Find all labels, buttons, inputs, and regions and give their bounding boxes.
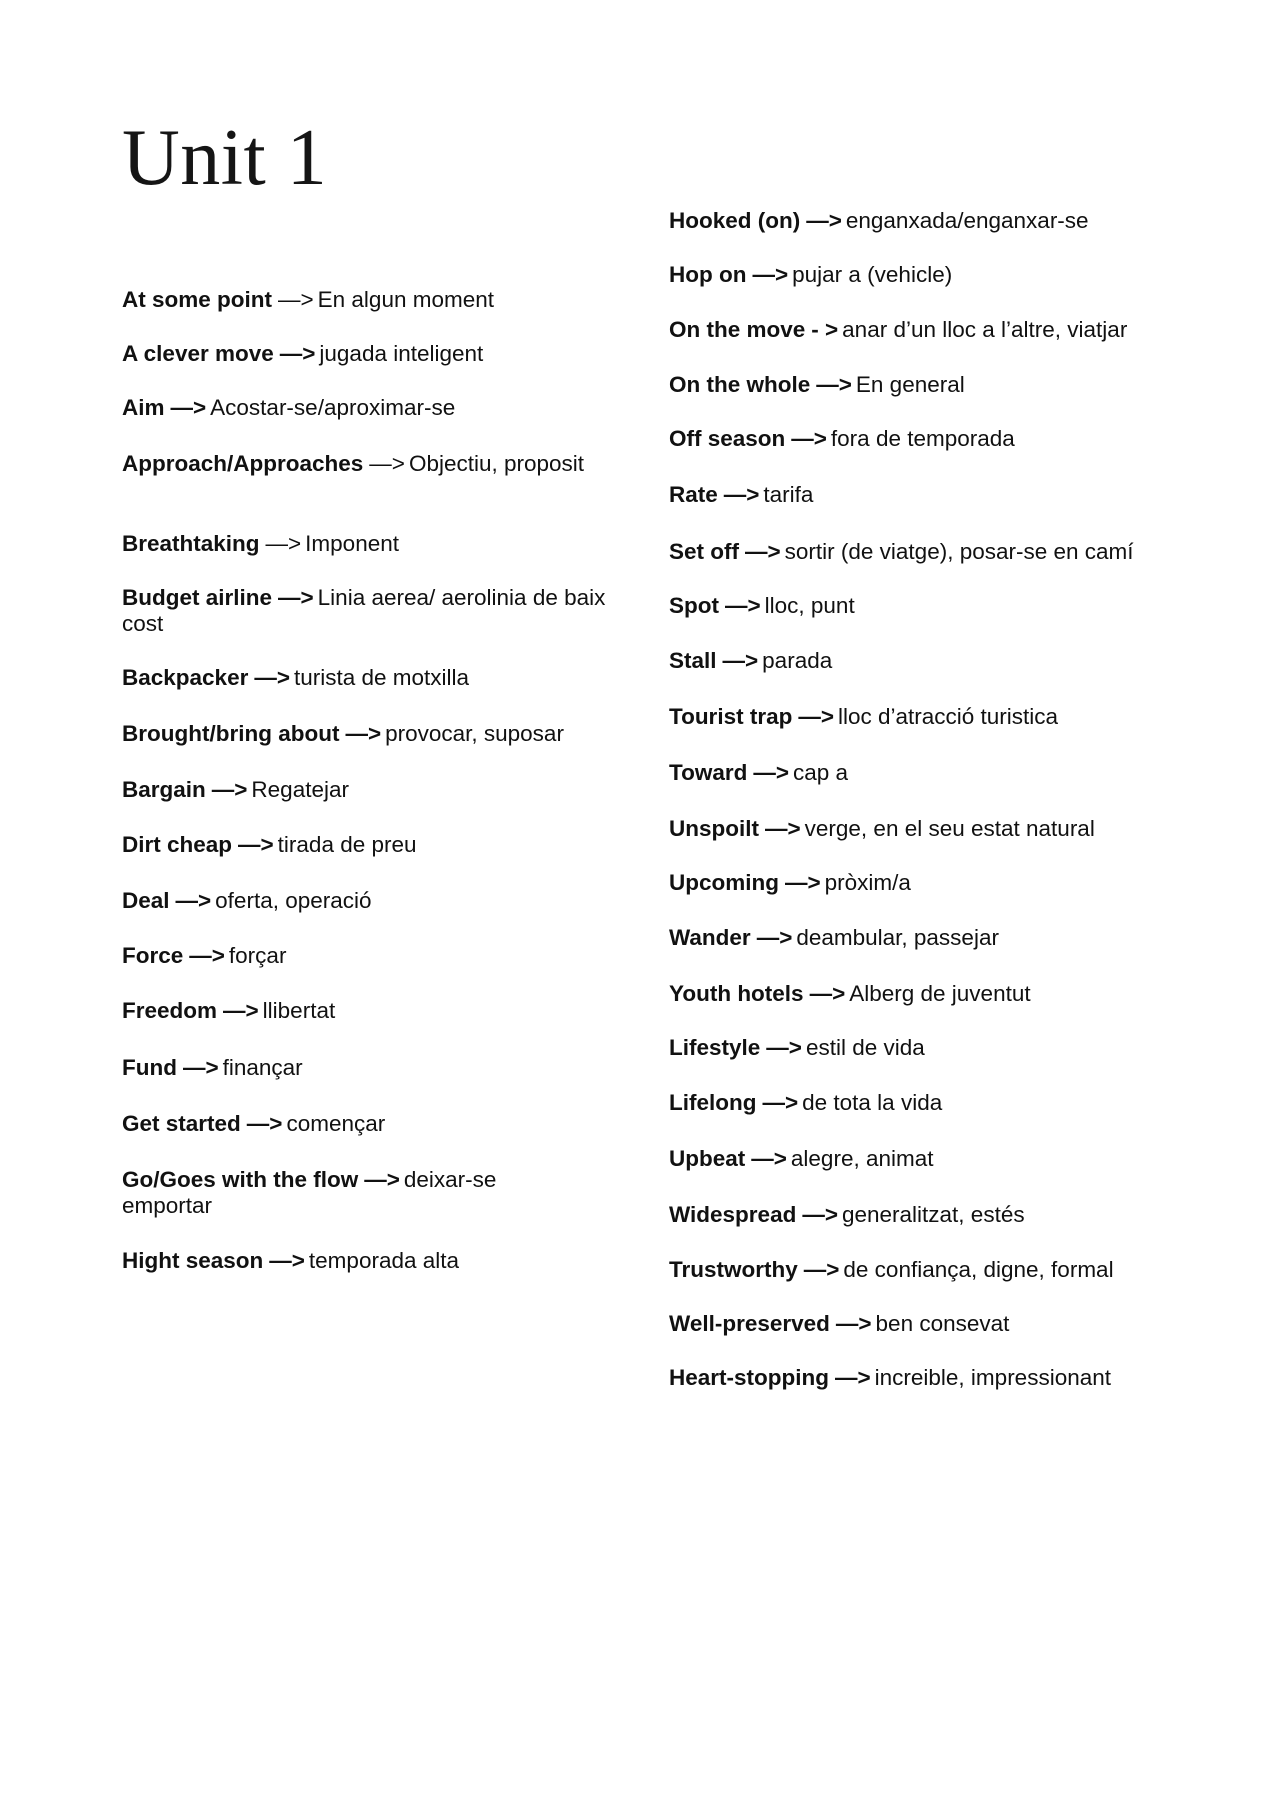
vocab-meaning: Acostar-se/aproximar-se (210, 395, 456, 420)
vocab-term: Brought/bring about (122, 721, 340, 746)
vocab-entry (122, 888, 610, 914)
vocab-arrow: —> (278, 585, 314, 610)
vocab-entry (669, 1257, 1189, 1283)
vocab-term: Hop on (669, 262, 747, 287)
vocab-arrow: —> (785, 870, 821, 895)
vocab-arrow: —> (254, 665, 290, 690)
vocab-entry (122, 777, 610, 803)
vocab-arrow: —> (278, 287, 314, 312)
vocab-arrow: —> (170, 395, 207, 420)
vocab-entry (669, 704, 1189, 730)
vocab-term: Breathtaking (122, 531, 260, 556)
vocab-meaning: lloc, punt (764, 593, 855, 618)
vocab-meaning: forçar (228, 943, 287, 968)
vocab-arrow: —> (238, 832, 274, 857)
vocab-entry (669, 870, 1189, 896)
vocab-term: Tourist trap (669, 704, 793, 729)
vocab-meaning: deambular, passejar (796, 925, 999, 950)
vocab-term: Lifestyle (669, 1035, 761, 1060)
vocab-term: At some point (122, 287, 272, 312)
vocab-term: Widespread (669, 1202, 797, 1227)
vocab-entry (669, 1035, 1189, 1061)
vocab-arrow: —> (279, 341, 316, 366)
vocab-term: Stall (669, 648, 717, 673)
vocab-meaning: Alberg de juventut (849, 981, 1031, 1006)
vocab-arrow: —> (246, 1111, 283, 1136)
vocab-term: Dirt cheap (122, 832, 233, 857)
vocab-meaning: ben consevat (875, 1311, 1010, 1336)
vocab-arrow: —> (369, 451, 405, 476)
vocab-arrow: —> (269, 1248, 305, 1273)
vocab-entry (669, 1146, 1189, 1172)
vocab-entry (669, 317, 1189, 343)
vocab-term: Unspoilt (669, 816, 759, 841)
vocab-meaning: de tota la vida (802, 1090, 943, 1115)
vocab-arrow: —> (751, 1146, 787, 1171)
vocab-arrow: —> (182, 1055, 219, 1080)
vocab-arrow: —> (345, 721, 382, 746)
vocab-meaning: Imponent (305, 531, 399, 556)
vocab-meaning: deixar-se emportar (122, 1167, 497, 1218)
vocab-term: Force (122, 943, 184, 968)
vocab-term: Get started (122, 1111, 241, 1136)
vocab-arrow: —> (189, 943, 225, 968)
vocab-meaning: fora de temporada (830, 426, 1015, 451)
vocab-meaning: sortir (de viatge), posar-se en camí (784, 539, 1134, 564)
vocab-arrow: —> (806, 208, 842, 233)
vocab-entry (122, 665, 610, 691)
vocab-meaning: En general (855, 372, 965, 397)
vocab-entry (122, 531, 610, 557)
vocab-entry (122, 451, 610, 477)
vocab-meaning: En algun moment (317, 287, 494, 312)
vocab-entry (669, 482, 1189, 508)
vocab-term: Lifelong (669, 1090, 757, 1115)
vocab-term: Hooked (on) (669, 208, 801, 233)
vocab-term: Toward (669, 760, 748, 785)
vocab-entry (669, 648, 1189, 674)
vocab-entry (122, 287, 610, 313)
vocab-arrow: —> (802, 1202, 838, 1227)
vocab-term: Youth hotels (669, 981, 804, 1006)
vocab-arrow: —> (798, 704, 834, 729)
vocab-entry (122, 832, 610, 858)
vocab-term: Trustworthy (669, 1257, 798, 1282)
vocab-entry (669, 1202, 1189, 1228)
vocab-meaning: provocar, suposar (385, 721, 564, 746)
vocab-meaning: anar d’un lloc a l’altre, viatjar (842, 317, 1128, 342)
vocab-term: Budget airline (122, 585, 273, 610)
vocab-term: Set off (669, 539, 739, 564)
vocab-term: Aim (122, 395, 165, 420)
vocab-meaning: finançar (222, 1055, 303, 1080)
vocab-arrow: —> (364, 1167, 400, 1192)
vocab-term: Upbeat (669, 1146, 746, 1171)
vocab-arrow: —> (745, 539, 781, 564)
vocab-entry (122, 1248, 610, 1274)
vocab-meaning: Objectiu, proposit (408, 451, 585, 476)
vocab-meaning: alegre, animat (790, 1146, 934, 1171)
vocab-term: Deal (122, 888, 170, 913)
vocab-meaning: enganxada/enganxar-se (845, 208, 1089, 233)
vocab-meaning: cap a (792, 760, 849, 785)
vocab-meaning: començar (286, 1111, 386, 1136)
vocab-arrow: —> (756, 925, 793, 950)
vocab-entry (669, 372, 1189, 398)
vocab-entry (669, 816, 1189, 842)
vocab-term: Go/Goes with the flow (122, 1167, 359, 1192)
vocab-term: Rate (669, 482, 718, 507)
vocab-arrow: - > (811, 317, 839, 342)
vocab-meaning: Linia aerea/ aerolinia de baix cost (122, 585, 606, 636)
vocab-meaning: estil de vida (805, 1035, 925, 1060)
vocab-meaning: pujar a (vehicle) (792, 262, 953, 287)
vocab-meaning: jugada inteligent (319, 341, 484, 366)
vocab-arrow: —> (835, 1311, 872, 1336)
vocab-entry (669, 426, 1189, 452)
vocab-term: Backpacker (122, 665, 249, 690)
vocab-arrow: —> (766, 1035, 802, 1060)
vocab-term: Upcoming (669, 870, 779, 895)
vocab-meaning: increible, impressionant (874, 1365, 1112, 1390)
vocab-entry (122, 943, 610, 969)
vocab-term: Approach/Approaches (122, 451, 364, 476)
vocab-term: Fund (122, 1055, 177, 1080)
vocab-term: On the move (669, 317, 806, 342)
vocab-term: Heart-stopping (669, 1365, 829, 1390)
vocab-arrow: —> (835, 1365, 871, 1390)
vocab-entry (122, 1167, 562, 1219)
vocab-entry (669, 593, 1189, 619)
vocab-arrow: —> (765, 816, 801, 841)
vocab-entry (669, 925, 1189, 951)
vocab-entry (669, 262, 1189, 288)
vocab-meaning: lloc d’atracció turistica (837, 704, 1059, 729)
vocab-term: On the whole (669, 372, 811, 397)
vocab-arrow: —> (725, 593, 761, 618)
vocab-arrow: —> (722, 648, 759, 673)
vocab-term: Bargain (122, 777, 206, 802)
vocab-meaning: llibertat (262, 998, 336, 1023)
vocab-arrow: —> (211, 777, 248, 802)
vocab-term: Off season (669, 426, 786, 451)
vocab-term: Hight season (122, 1248, 264, 1273)
vocab-entry (669, 1365, 1189, 1391)
vocab-arrow: —> (816, 372, 852, 397)
vocab-meaning: pròxim/a (824, 870, 911, 895)
vocab-arrow: —> (791, 426, 827, 451)
vocab-term: Well-preserved (669, 1311, 830, 1336)
vocab-term: Freedom (122, 998, 218, 1023)
vocab-meaning: de confiança, digne, formal (843, 1257, 1114, 1282)
vocab-arrow: —> (809, 981, 846, 1006)
vocab-entry (122, 395, 610, 421)
vocab-entry (122, 721, 610, 747)
vocab-arrow: —> (723, 482, 760, 507)
vocab-term: Wander (669, 925, 751, 950)
vocab-meaning: temporada alta (308, 1248, 460, 1273)
vocab-meaning: generalitzat, estés (841, 1202, 1025, 1227)
vocab-entry (122, 1111, 610, 1137)
vocab-arrow: —> (175, 888, 212, 913)
vocab-arrow: —> (223, 998, 259, 1023)
vocab-term: A clever move (122, 341, 274, 366)
vocab-entry (122, 341, 610, 367)
vocab-arrow: —> (762, 1090, 799, 1115)
vocab-meaning: Regatejar (251, 777, 349, 802)
vocab-term: Spot (669, 593, 719, 618)
vocab-entry (669, 981, 1189, 1007)
vocab-arrow: —> (752, 262, 789, 287)
vocab-entry (669, 1090, 1189, 1116)
vocab-entry (669, 208, 1189, 234)
vocab-arrow: —> (265, 531, 302, 556)
vocab-entry (669, 539, 1189, 565)
vocab-meaning: tarifa (763, 482, 814, 507)
vocab-arrow: —> (803, 1257, 840, 1282)
vocab-entry (669, 1311, 1189, 1337)
vocab-meaning: parada (762, 648, 833, 673)
vocab-meaning: verge, en el seu estat natural (804, 816, 1095, 841)
page-title: Unit 1 (122, 114, 328, 202)
vocab-meaning: tirada de preu (277, 832, 417, 857)
vocab-meaning: turista de motxilla (293, 665, 470, 690)
vocab-entry (122, 1055, 610, 1081)
vocab-entry (122, 998, 610, 1024)
vocab-meaning: oferta, operació (215, 888, 372, 913)
vocab-arrow: —> (753, 760, 789, 785)
vocab-entry (122, 585, 610, 637)
vocab-entry (669, 760, 1189, 786)
